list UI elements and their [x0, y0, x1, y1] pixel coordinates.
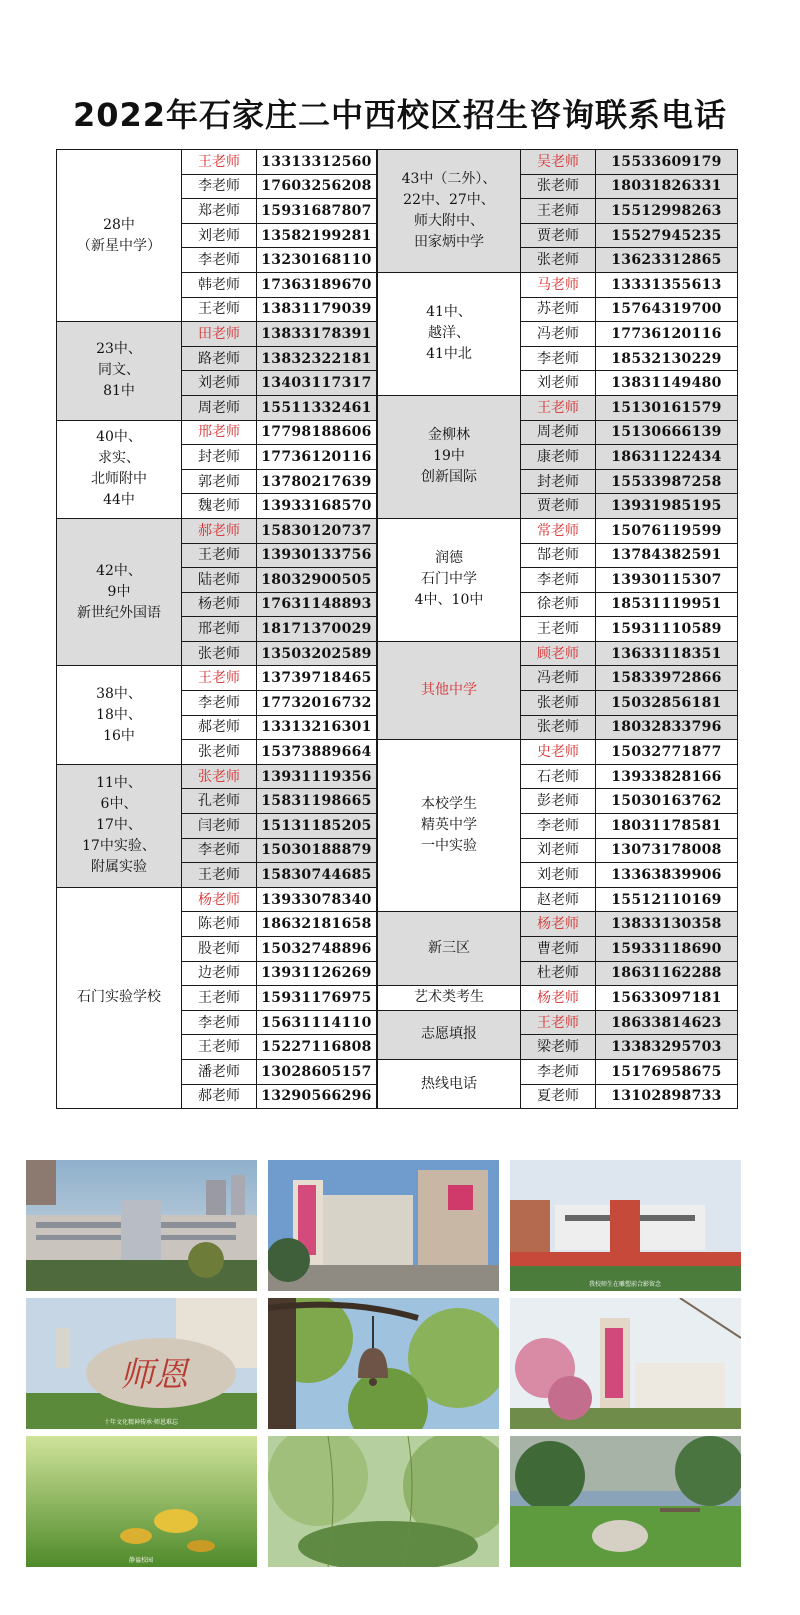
- contact-row: [57, 666, 377, 691]
- teacher-name: 邢老师: [182, 420, 257, 445]
- phone-number: 15931687807: [257, 199, 377, 224]
- teacher-name: 杨老师: [182, 592, 257, 617]
- phone-number: 15931176975: [257, 986, 377, 1011]
- teacher-name: 潘老师: [182, 1059, 257, 1084]
- contact-row: [378, 1059, 738, 1084]
- contact-row: [57, 420, 377, 445]
- teacher-name: 刘老师: [182, 371, 257, 396]
- teacher-name: 常老师: [521, 518, 596, 543]
- school-group-name: 23中、 同文、 81中: [57, 322, 182, 420]
- teacher-name: 王老师: [182, 150, 257, 175]
- phone-number: 13623312865: [596, 248, 738, 273]
- phone-number: 17732016732: [257, 691, 377, 716]
- teacher-name: 杜老师: [521, 961, 596, 986]
- teacher-name: 孔老师: [182, 789, 257, 814]
- phone-number: 15931110589: [596, 617, 738, 642]
- photo-bell-tree: [268, 1298, 499, 1429]
- teacher-name: 封老师: [182, 445, 257, 470]
- school-group-name: 42中、 9中 新世纪外国语: [57, 518, 182, 666]
- teacher-name: 杨老师: [521, 986, 596, 1011]
- teacher-name: 李老师: [182, 691, 257, 716]
- phone-number: 13633118351: [596, 641, 738, 666]
- teacher-name: 顾老师: [521, 641, 596, 666]
- teacher-name: 魏老师: [182, 494, 257, 519]
- photo-lawn-stone: [510, 1436, 741, 1567]
- phone-number: 13503202589: [257, 641, 377, 666]
- teacher-name: 彭老师: [521, 789, 596, 814]
- phone-number: 13383295703: [596, 1035, 738, 1060]
- phone-number: 15512998263: [596, 199, 738, 224]
- phone-number: 13073178008: [596, 838, 738, 863]
- phone-number: 15511332461: [257, 395, 377, 420]
- teacher-name: 郜老师: [521, 543, 596, 568]
- school-group-name: 热线电话: [378, 1059, 521, 1108]
- teacher-name: 冯老师: [521, 666, 596, 691]
- school-group-name: 其他中学: [378, 641, 521, 739]
- school-group-name: 本校学生 精英中学 一中实验: [378, 740, 521, 912]
- teacher-name: 夏老师: [521, 1084, 596, 1109]
- teacher-name: 王老师: [521, 395, 596, 420]
- teacher-name: 杨老师: [182, 887, 257, 912]
- phone-number: 18032900505: [257, 568, 377, 593]
- teacher-name: 封老师: [521, 469, 596, 494]
- phone-number: 13290566296: [257, 1084, 377, 1109]
- phone-number: 18532130229: [596, 346, 738, 371]
- teacher-name: 王老师: [521, 199, 596, 224]
- phone-number: 13931985195: [596, 494, 738, 519]
- teacher-name: 梁老师: [521, 1035, 596, 1060]
- teacher-name: 李老师: [182, 174, 257, 199]
- contact-row: [57, 518, 377, 543]
- photo-campus-aerial: [26, 1160, 257, 1291]
- contact-row: [378, 1010, 738, 1035]
- phone-number: 15933118690: [596, 937, 738, 962]
- school-group-name: 金柳林 19中 创新国际: [378, 395, 521, 518]
- teacher-name: 吴老师: [521, 150, 596, 175]
- teacher-name: 周老师: [521, 420, 596, 445]
- contact-row: [57, 322, 377, 347]
- contact-row: [378, 150, 738, 175]
- phone-number: 13230168110: [257, 248, 377, 273]
- teacher-name: 李老师: [521, 568, 596, 593]
- teacher-name: 刘老师: [521, 371, 596, 396]
- teacher-name: 周老师: [182, 395, 257, 420]
- phone-number: 13933828166: [596, 764, 738, 789]
- phone-number: 13784382591: [596, 543, 738, 568]
- phone-number: 13313312560: [257, 150, 377, 175]
- phone-number: 15030188879: [257, 838, 377, 863]
- phone-number: 17363189670: [257, 272, 377, 297]
- phone-number: 17631148893: [257, 592, 377, 617]
- teacher-name: 王老师: [182, 863, 257, 888]
- teacher-name: 王老师: [182, 666, 257, 691]
- teacher-name: 王老师: [521, 617, 596, 642]
- teacher-name: 刘老师: [521, 838, 596, 863]
- phone-number: 15831198665: [257, 789, 377, 814]
- photo-caption-3: 静谧校园: [128, 1557, 154, 1564]
- contact-row: [378, 912, 738, 937]
- teacher-name: 贾老师: [521, 494, 596, 519]
- phone-number: 18031178581: [596, 814, 738, 839]
- teacher-name: 史老师: [521, 740, 596, 765]
- teacher-name: 王老师: [182, 297, 257, 322]
- phone-number: 17603256208: [257, 174, 377, 199]
- phone-number: 15030163762: [596, 789, 738, 814]
- teacher-name: 郝老师: [182, 1084, 257, 1109]
- teacher-name: 邢老师: [182, 617, 257, 642]
- phone-number: 13780217639: [257, 469, 377, 494]
- phone-number: 15764319700: [596, 297, 738, 322]
- photo-blossom-building: [510, 1298, 741, 1429]
- teacher-name: 股老师: [182, 937, 257, 962]
- phone-number: 13833130358: [596, 912, 738, 937]
- phone-number: 13102898733: [596, 1084, 738, 1109]
- phone-number: 13933078340: [257, 887, 377, 912]
- teacher-name: 王老师: [182, 986, 257, 1011]
- teacher-name: 苏老师: [521, 297, 596, 322]
- teacher-name: 郝老师: [182, 518, 257, 543]
- phone-number: 18631162288: [596, 961, 738, 986]
- contact-row: [378, 740, 738, 765]
- contact-row: [57, 150, 377, 175]
- contact-row: [378, 272, 738, 297]
- school-group-name: 艺术类考生: [378, 986, 521, 1011]
- phone-number: 13933168570: [257, 494, 377, 519]
- photo-caption-2: 十年文化精神传承·师恩难忘: [104, 1419, 178, 1426]
- school-group-name: 新三区: [378, 912, 521, 986]
- contact-row: [57, 764, 377, 789]
- teacher-name: 杨老师: [521, 912, 596, 937]
- contact-row: [57, 887, 377, 912]
- phone-number: 13831179039: [257, 297, 377, 322]
- phone-number: 13739718465: [257, 666, 377, 691]
- school-group-name: 石门实验学校: [57, 887, 182, 1108]
- phone-number: 13930115307: [596, 568, 738, 593]
- phone-number: 15533987258: [596, 469, 738, 494]
- phone-number: 17736120116: [257, 445, 377, 470]
- phone-number: 17736120116: [596, 322, 738, 347]
- school-group-name: 11中、 6中、 17中、 17中实验、 附属实验: [57, 764, 182, 887]
- teacher-name: 郑老师: [182, 199, 257, 224]
- phone-number: 18633814623: [596, 1010, 738, 1035]
- teacher-name: 康老师: [521, 445, 596, 470]
- phone-number: 15227116808: [257, 1035, 377, 1060]
- teacher-name: 王老师: [182, 543, 257, 568]
- phone-number: 18632181658: [257, 912, 377, 937]
- teacher-name: 马老师: [521, 272, 596, 297]
- phone-number: 18032833796: [596, 715, 738, 740]
- phone-number: 13930133756: [257, 543, 377, 568]
- contact-table-left: [56, 149, 377, 1109]
- contact-row: [378, 986, 738, 1011]
- school-group-name: 43中（二外）、 22中、27中、 师大附中、 田家炳中学: [378, 150, 521, 273]
- phone-number: 15130161579: [596, 395, 738, 420]
- teacher-name: 闫老师: [182, 814, 257, 839]
- phone-number: 13931126269: [257, 961, 377, 986]
- phone-number: 13832322181: [257, 346, 377, 371]
- contact-row: [378, 641, 738, 666]
- school-group-name: 41中、 越洋、 41中北: [378, 272, 521, 395]
- teacher-name: 曹老师: [521, 937, 596, 962]
- phone-number: 15533609179: [596, 150, 738, 175]
- school-group-name: 志愿填报: [378, 1010, 521, 1059]
- teacher-name: 李老师: [521, 814, 596, 839]
- teacher-name: 边老师: [182, 961, 257, 986]
- phone-number: 15076119599: [596, 518, 738, 543]
- teacher-name: 王老师: [521, 1010, 596, 1035]
- teacher-name: 张老师: [521, 691, 596, 716]
- phone-number: 15032771877: [596, 740, 738, 765]
- teacher-name: 刘老师: [182, 223, 257, 248]
- teacher-name: 陈老师: [182, 912, 257, 937]
- phone-number: 18631122434: [596, 445, 738, 470]
- shien-calligraphy: 师恩: [120, 1355, 188, 1395]
- teacher-name: 郝老师: [182, 715, 257, 740]
- teacher-name: 陆老师: [182, 568, 257, 593]
- photo-shien-stone: [26, 1298, 257, 1429]
- teacher-name: 张老师: [182, 641, 257, 666]
- photo-teaching-building: [268, 1160, 499, 1291]
- phone-number: 15032748896: [257, 937, 377, 962]
- school-group-name: 28中 （新星中学）: [57, 150, 182, 322]
- teacher-name: 冯老师: [521, 322, 596, 347]
- phone-number: 13931119356: [257, 764, 377, 789]
- phone-number: 13831149480: [596, 371, 738, 396]
- teacher-name: 张老师: [182, 740, 257, 765]
- teacher-name: 赵老师: [521, 887, 596, 912]
- photo-grass-closeup: [26, 1436, 257, 1567]
- phone-number: 15631114110: [257, 1010, 377, 1035]
- phone-number: 13028605157: [257, 1059, 377, 1084]
- phone-number: 15512110169: [596, 887, 738, 912]
- phone-number: 15527945235: [596, 223, 738, 248]
- teacher-name: 李老师: [182, 838, 257, 863]
- school-group-name: 38中、 18中、 16中: [57, 666, 182, 764]
- teacher-name: 刘老师: [521, 863, 596, 888]
- school-group-name: 40中、 求实、 北师附中 44中: [57, 420, 182, 518]
- phone-number: 13582199281: [257, 223, 377, 248]
- phone-number: 15633097181: [596, 986, 738, 1011]
- teacher-name: 张老师: [182, 764, 257, 789]
- phone-number: 17798188606: [257, 420, 377, 445]
- teacher-name: 王老师: [182, 1035, 257, 1060]
- teacher-name: 李老师: [521, 1059, 596, 1084]
- photo-willow-branches: [268, 1436, 499, 1567]
- contact-row: [378, 518, 738, 543]
- contact-row: [378, 395, 738, 420]
- phone-number: 13363839906: [596, 863, 738, 888]
- phone-number: 13331355613: [596, 272, 738, 297]
- phone-number: 18031826331: [596, 174, 738, 199]
- teacher-name: 李老师: [182, 248, 257, 273]
- phone-number: 13403117317: [257, 371, 377, 396]
- photo-sports-field: [510, 1160, 741, 1291]
- teacher-name: 石老师: [521, 764, 596, 789]
- page-title: 2022年石家庄二中西校区招生咨询联系电话: [72, 96, 728, 134]
- teacher-name: 张老师: [521, 174, 596, 199]
- phone-number: 18171370029: [257, 617, 377, 642]
- teacher-name: 路老师: [182, 346, 257, 371]
- teacher-name: 张老师: [521, 715, 596, 740]
- photo-caption-1: 我校师生在雕塑前合影留念: [588, 1281, 662, 1288]
- teacher-name: 田老师: [182, 322, 257, 347]
- phone-number: 13313216301: [257, 715, 377, 740]
- phone-number: 15830744685: [257, 863, 377, 888]
- teacher-name: 贾老师: [521, 223, 596, 248]
- teacher-name: 韩老师: [182, 272, 257, 297]
- teacher-name: 徐老师: [521, 592, 596, 617]
- teacher-name: 郭老师: [182, 469, 257, 494]
- school-group-name: 润德 石门中学 4中、10中: [378, 518, 521, 641]
- contact-table-right: [377, 149, 738, 1109]
- teacher-name: 张老师: [521, 248, 596, 273]
- phone-number: 15131185205: [257, 814, 377, 839]
- phone-number: 13833178391: [257, 322, 377, 347]
- phone-number: 15830120737: [257, 518, 377, 543]
- phone-number: 15176958675: [596, 1059, 738, 1084]
- phone-number: 15032856181: [596, 691, 738, 716]
- teacher-name: 李老师: [182, 1010, 257, 1035]
- phone-number: 15373889664: [257, 740, 377, 765]
- phone-number: 15130666139: [596, 420, 738, 445]
- phone-number: 15833972866: [596, 666, 738, 691]
- teacher-name: 李老师: [521, 346, 596, 371]
- phone-number: 18531119951: [596, 592, 738, 617]
